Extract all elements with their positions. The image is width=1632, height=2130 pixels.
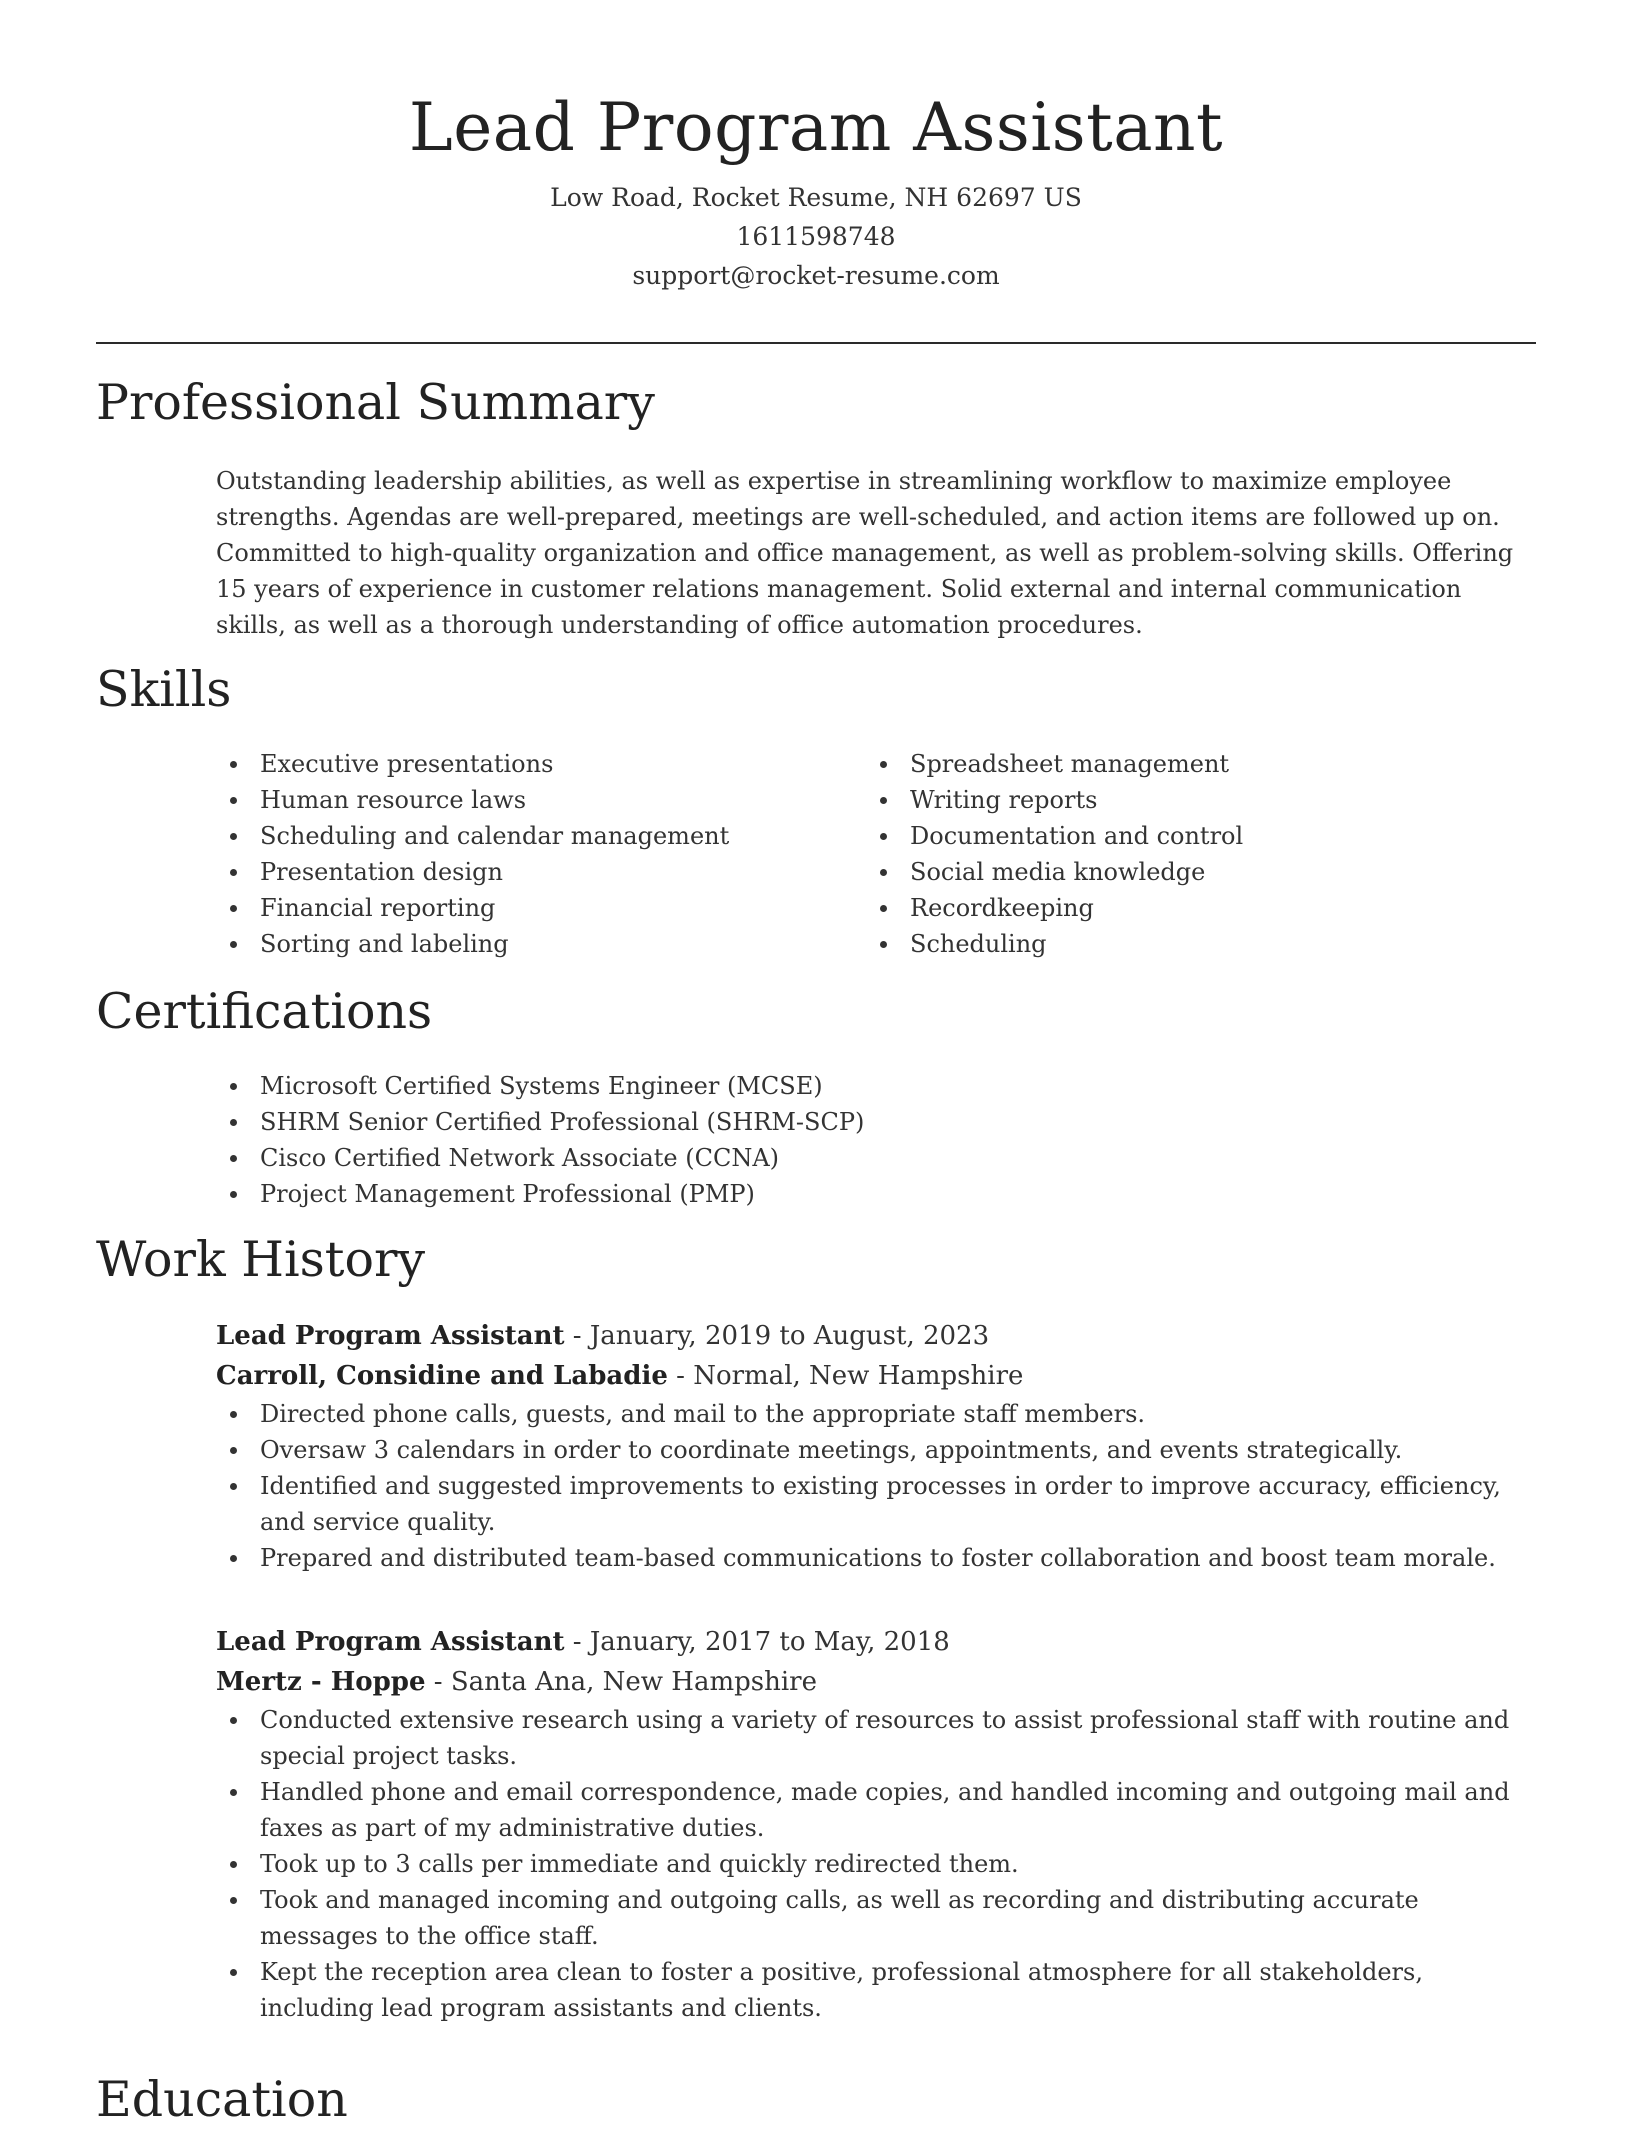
skill-item: Writing reports bbox=[866, 782, 1486, 818]
job-company: Mertz - Hoppe bbox=[216, 1667, 426, 1697]
job-dates: - January, 2019 to August, 2023 bbox=[564, 1321, 990, 1351]
job-bullet: Conducted extensive research using a variety of resources to assist professional staff with routine and special project tasks. bbox=[216, 1702, 1536, 1774]
contact-phone: 1611598748 bbox=[736, 222, 896, 251]
job-title-line bbox=[216, 1622, 1536, 1662]
resume-header bbox=[0, 0, 1632, 295]
job-location: - Normal, New Hampshire bbox=[667, 1361, 1024, 1391]
job-entry bbox=[216, 1316, 1536, 1576]
job-role: Lead Program Assistant bbox=[216, 1321, 565, 1351]
section-title-work-history: Work History bbox=[96, 1231, 426, 1288]
skill-item: Scheduling bbox=[866, 926, 1486, 962]
contact-address: Low Road, Rocket Resume, NH 62697 US bbox=[550, 183, 1082, 212]
job-role: Lead Program Assistant bbox=[216, 1627, 565, 1657]
job-bullet: Directed phone calls, guests, and mail to the appropriate staff members. bbox=[216, 1396, 1536, 1432]
certification-item: SHRM Senior Certified Professional (SHRM-SCP) bbox=[216, 1104, 1536, 1140]
contact-email: support@rocket-resume.com bbox=[632, 261, 1000, 290]
summary-text: Outstanding leadership abilities, as well as expertise in streamlining workflow to maximize employee strengths. Agendas are well-prepared, meetings are well-scheduled, and action items are followed up on. Committed to high-quality organization and office management, as well as problem-solving skills. Offering 15 years of experience in customer relations management. Solid external and internal communication skills, as well as a thorough understanding of office automation procedures. bbox=[216, 467, 1514, 639]
job-location: - Santa Ana, New Hampshire bbox=[425, 1667, 817, 1697]
skill-item: Recordkeeping bbox=[866, 890, 1486, 926]
contact-info bbox=[0, 178, 1632, 295]
job-bullet: Identified and suggested improvements to existing processes in order to improve accuracy, efficiency, and service quality. bbox=[216, 1468, 1536, 1540]
skill-item: Social media knowledge bbox=[866, 854, 1486, 890]
skill-item: Presentation design bbox=[216, 854, 836, 890]
candidate-name: Lead Program Assistant bbox=[408, 89, 1224, 166]
certifications-list bbox=[216, 1068, 1536, 1212]
skill-item: Executive presentations bbox=[216, 746, 836, 782]
skill-item: Spreadsheet management bbox=[866, 746, 1486, 782]
job-bullet: Prepared and distributed team-based communications to foster collaboration and boost team morale. bbox=[216, 1540, 1536, 1576]
skill-item: Human resource laws bbox=[216, 782, 836, 818]
job-bullet: Took and managed incoming and outgoing calls, as well as recording and distributing accurate messages to the office staff. bbox=[216, 1882, 1536, 1954]
section-title-summary: Professional Summary bbox=[96, 374, 655, 431]
skills-list-left bbox=[216, 746, 836, 962]
job-bullets bbox=[216, 1702, 1536, 2026]
job-dates: - January, 2017 to May, 2018 bbox=[564, 1627, 950, 1657]
skill-item: Documentation and control bbox=[866, 818, 1486, 854]
job-bullet: Took up to 3 calls per immediate and quickly redirected them. bbox=[216, 1846, 1536, 1882]
job-company-line bbox=[216, 1662, 1536, 1702]
certification-item: Cisco Certified Network Associate (CCNA) bbox=[216, 1140, 1536, 1176]
job-bullet: Kept the reception area clean to foster a positive, professional atmosphere for all stakeholders, including lead program assistants and clients. bbox=[216, 1954, 1536, 2026]
skill-item: Sorting and labeling bbox=[216, 926, 836, 962]
section-title-skills: Skills bbox=[96, 661, 232, 718]
job-bullet: Handled phone and email correspondence, made copies, and handled incoming and outgoing mail and faxes as part of my administrative duties. bbox=[216, 1774, 1536, 1846]
job-title-line bbox=[216, 1316, 1536, 1356]
section-title-certifications: Certifications bbox=[96, 983, 433, 1040]
skill-item: Financial reporting bbox=[216, 890, 836, 926]
section-title-education: Education bbox=[96, 2071, 348, 2128]
job-company: Carroll, Considine and Labadie bbox=[216, 1361, 668, 1391]
skill-item: Scheduling and calendar management bbox=[216, 818, 836, 854]
skills-list-right bbox=[866, 746, 1486, 962]
certification-item: Project Management Professional (PMP) bbox=[216, 1176, 1536, 1212]
job-company-line bbox=[216, 1356, 1536, 1396]
job-bullet: Oversaw 3 calendars in order to coordinate meetings, appointments, and events strategically. bbox=[216, 1432, 1536, 1468]
job-entry bbox=[216, 1622, 1536, 2026]
certification-item: Microsoft Certified Systems Engineer (MCSE) bbox=[216, 1068, 1536, 1104]
header-divider bbox=[96, 342, 1536, 344]
job-bullets bbox=[216, 1396, 1536, 1576]
